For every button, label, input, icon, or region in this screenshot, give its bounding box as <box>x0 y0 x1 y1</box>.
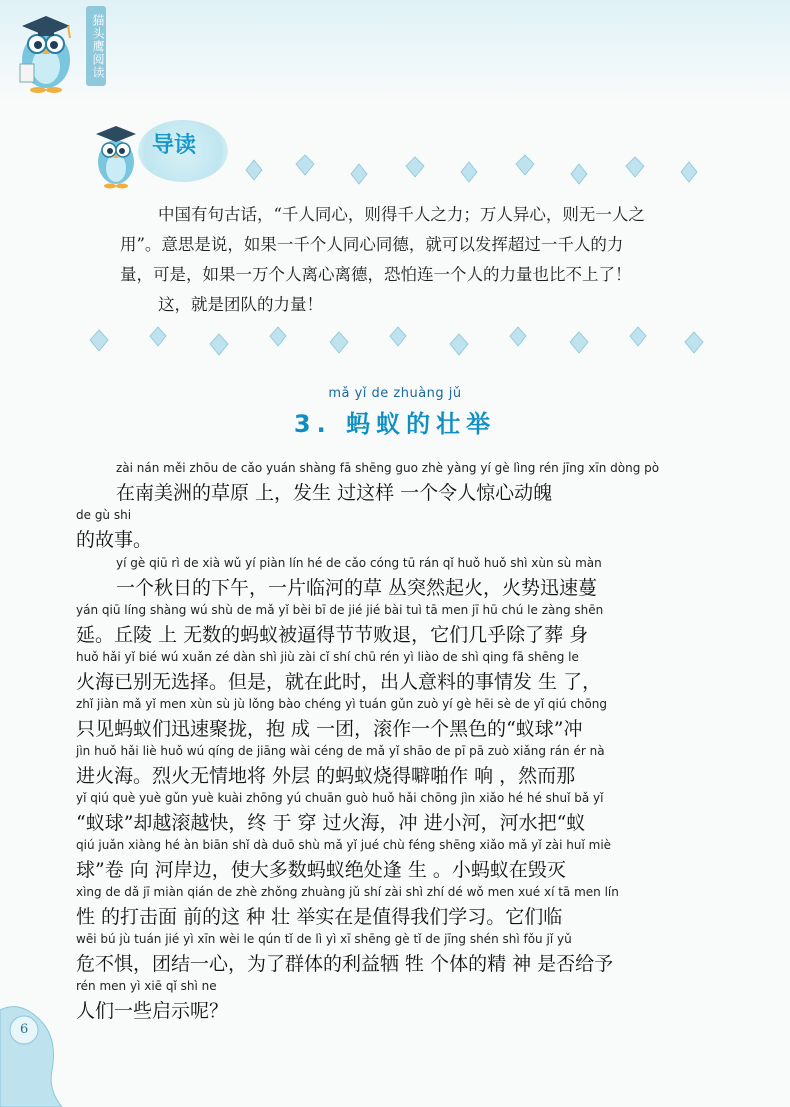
intro-heading: 导读 <box>152 133 197 158</box>
owl-intro-icon <box>88 118 144 190</box>
text-line-4: 延。丘陵 上 无数的蚂蚁被逼得节节败退，它们几乎除了葬 身 <box>76 624 589 646</box>
intro-paragraph-line-4: 这，就是团队的力量！ <box>158 295 323 314</box>
text-line-2: 的故事。 <box>76 529 153 551</box>
pinyin-line-8: yǐ qiú què yuè gǔn yuè kuài zhōng yú chuān guò huǒ hǎi chōng jìn xiǎo hé hé shuǐ bǎ yǐ <box>76 791 604 805</box>
top-band <box>0 0 790 100</box>
pinyin-line-9: qiú juǎn xiàng hé àn biān shǐ dà duō shù mǎ yǐ jué chù féng shēng xiǎo mǎ yǐ zài huǐ miè <box>76 838 612 852</box>
pinyin-line-3: yí gè qiū rì de xià wǔ yí piàn lín hé de cǎo cóng tū rán qǐ huǒ huǒ shì xùn sù màn <box>116 556 602 570</box>
text-line-5: 火海已别无选择。但是，就在此时，出人意料的事情发 生 了， <box>76 671 602 693</box>
owl-mascot-icon <box>8 4 84 94</box>
pinyin-line-1: zài nán měi zhōu de cǎo yuán shàng fā shēng guo zhè yàng yí gè lìng rén jīng xīn dòng pò <box>116 461 660 475</box>
intro-paragraph-line-1: 中国有句古话，“千人同心，则得千人之力；万人异心，则无一人之 <box>158 205 645 224</box>
text-line-11: 危不惧，团结一心，为了群体的利益牺 牲 个体的精 神 是否给予 <box>76 953 614 975</box>
pinyin-line-2: de gù shi <box>76 508 132 522</box>
leaf-decoration-bottom <box>80 320 720 360</box>
pinyin-line-6: zhǐ jiàn mǎ yǐ men xùn sù jù lǒng bào chéng yì tuán gǔn zuò yí gè hēi sè de yǐ qiú chōng <box>76 697 607 711</box>
series-label: 猫头鹰阅读 <box>86 6 106 86</box>
text-line-1: 在南美洲的草原 上，发生 过这样 一个令人惊心动魄 <box>116 482 553 504</box>
title-pinyin: mǎ yǐ de zhuàng jǔ <box>328 386 462 401</box>
intro-paragraph-line-3: 量，可是，如果一万个人离心离德，恐怕连一个人的力量也比不上了！ <box>120 265 632 284</box>
text-line-12: 人们一些启示呢？ <box>76 1000 229 1022</box>
pinyin-line-10: xìng de dǎ jī miàn qián de zhè zhǒng zhuàng jǔ shí zài shì zhí dé wǒ men xué xí tā men lín <box>76 885 619 899</box>
intro-paragraph-line-2: 用”。意思是说，如果一千个人同心同德，就可以发挥超过一千人的力 <box>120 235 624 254</box>
pinyin-line-4: yán qiū líng shàng wú shù de mǎ yǐ bèi bī de jié jié bài tuì tā men jī hū chú le zàng shēn <box>76 603 604 617</box>
page-number: 6 <box>20 1022 29 1037</box>
text-line-8: “蚁球”却越滚越快，终 于 穿 过火海，冲 进小河，河水把“蚁 <box>76 812 586 834</box>
text-line-3: 一个秋日的下午，一片临河的草 丛突然起火，火势迅速蔓 <box>116 577 598 599</box>
pinyin-line-5: huǒ hǎi yǐ bié wú xuǎn zé dàn shì jiù zài cǐ shí chū rén yì liào de shì qing fā shēng le <box>76 650 579 664</box>
pinyin-line-7: jìn huǒ hǎi liè huǒ wú qíng de jiāng wài céng de mǎ yǐ shāo de pī pā zuò xiǎng rán ér nà <box>76 744 605 758</box>
text-line-7: 进火海。烈火无情地将 外层 的蚂蚁烧得噼啪作 响 ，然而那 <box>76 765 576 787</box>
pinyin-line-12: rén men yì xiē qǐ shì ne <box>76 979 217 993</box>
text-line-9: 球”卷 向 河岸边，使大多数蚂蚁绝处逢 生 。小蚂蚁在毁灭 <box>76 859 566 881</box>
pinyin-line-11: wēi bú jù tuán jié yì xīn wèi le qún tǐ de lì yì xī shēng gè tǐ de jīng shén shì fǒu jǐ yǔ <box>76 932 572 946</box>
text-line-10: 性 的打击面 前的这 种 壮 举实在是值得我们学习。它们临 <box>76 906 563 928</box>
leaf-decoration-top <box>236 150 736 190</box>
story-title: 3. 蚂蚁的壮举 <box>293 410 497 438</box>
text-line-6: 只见蚂蚁们迅速聚拢，抱 成 一团，滚作一个黑色的“蚁球”冲 <box>76 718 583 740</box>
page-corner-decoration <box>0 990 80 1107</box>
